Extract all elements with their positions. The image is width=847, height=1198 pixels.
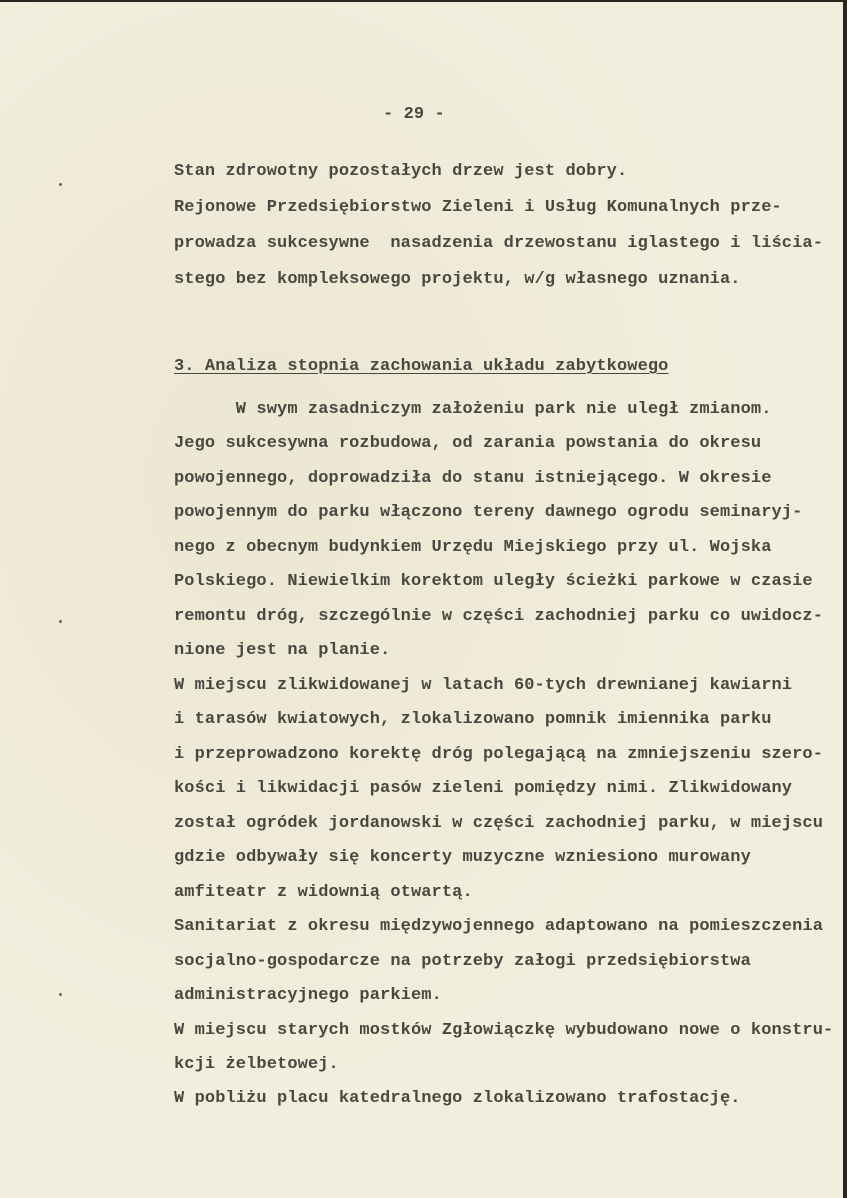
text-line: socjalno-gospodarcze na potrzeby załogi przedsiębiorstwa (174, 952, 751, 971)
text-line: Jego sukcesywna rozbudowa, od zarania powstania do okresu (174, 434, 762, 453)
text-line: i tarasów kwiatowych, zlokalizowano pomnik imiennika parku (174, 710, 772, 729)
text-line: W pobliżu placu katedralnego zlokalizowano trafostację. (174, 1089, 741, 1108)
text-line: Sanitariat z okresu międzywojennego adaptowano na pomieszczenia (174, 917, 824, 936)
text-line: nego z obecnym budynkiem Urzędu Miejskiego przy ul. Wojska (174, 538, 772, 557)
page-number: - 29 - (383, 105, 445, 124)
text-line: powojennym do parku włączono tereny dawnego ogrodu seminaryj- (174, 503, 803, 522)
text-line: gdzie odbywały się koncerty muzyczne wzniesiono murowany (174, 848, 751, 867)
section-heading: 3. Analiza stopnia zachowania układu zabytkowego (174, 357, 669, 376)
text-line: został ogródek jordanowski w części zachodniej parku, w miejscu (174, 814, 824, 833)
text-line: kcji żelbetowej. (174, 1055, 339, 1074)
text-line: i przeprowadzono korektę dróg polegającą na zmniejszeniu szero- (174, 745, 824, 764)
text-line: Rejonowe Przedsiębiorstwo Zieleni i Usług Komunalnych prze- (174, 198, 782, 217)
punch-mark (59, 620, 62, 623)
text-line: remontu dróg, szczególnie w części zachodniej parku co uwidocz- (174, 607, 824, 626)
text-line: W miejscu zlikwidowanej w latach 60-tych drewnianej kawiarni (174, 676, 793, 695)
text-line: amfiteatr z widownią otwartą. (174, 883, 473, 902)
text-line: stego bez kompleksowego projektu, w/g własnego uznania. (174, 270, 741, 289)
text-line: prowadza sukcesywne nasadzenia drzewostanu iglastego i liścia- (174, 234, 824, 253)
punch-mark (59, 993, 62, 996)
text-line: powojennego, doprowadziła do stanu istniejącego. W okresie (174, 469, 772, 488)
text-line: W miejscu starych mostków Zgłowiączkę wybudowano nowe o konstru- (174, 1021, 834, 1040)
text-line: Stan zdrowotny pozostałych drzew jest dobry. (174, 162, 628, 181)
text-line: W swym zasadniczym założeniu park nie uległ zmianom. (174, 400, 772, 419)
document-page (0, 2, 843, 1198)
text-line: nione jest na planie. (174, 641, 391, 660)
text-line: administracyjnego parkiem. (174, 986, 442, 1005)
text-line: kości i likwidacji pasów zieleni pomiędzy nimi. Zlikwidowany (174, 779, 793, 798)
punch-mark (59, 183, 62, 186)
text-line: Polskiego. Niewielkim korektom uległy ścieżki parkowe w czasie (174, 572, 813, 591)
